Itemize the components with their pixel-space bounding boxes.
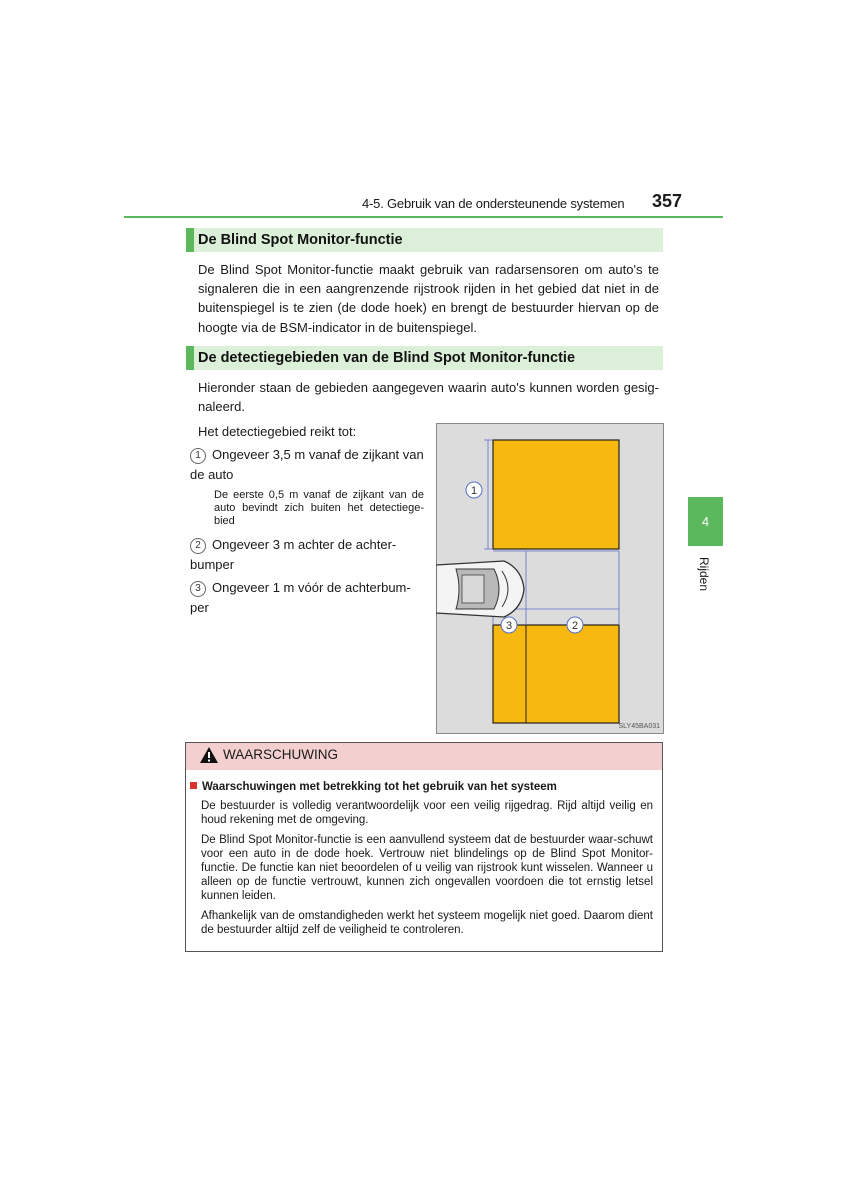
list-item <box>190 578 424 617</box>
item-text: Ongeveer 3 m achter de achter-bumper <box>190 537 397 572</box>
item-text: Ongeveer 3,5 m vanaf de zijkant van de auto <box>190 447 424 482</box>
warning-title: WAARSCHUWING <box>223 747 338 762</box>
list-item <box>190 535 424 574</box>
warning-triangle-icon <box>199 746 219 764</box>
callout-2 <box>567 617 583 633</box>
warning-paragraph: De bestuurder is volledig verantwoordelijk voor een veilig rijgedrag. Rijd altijd veilig en houd rekening met de omgeving. <box>201 800 653 826</box>
warning-heading <box>190 781 557 793</box>
item-number: 2 <box>190 538 206 554</box>
warning-paragraph: De Blind Spot Monitor-functie is een aanvullend systeem dat de bestuurder waar-schuwt voor een auto in de dode hoek. Vertrouw niet blindelings op de Blind Spot Monitor-functie. De functie kan niet beoordelen of u veilig van rijstrook kunt wisselen. Wanneer u alleen op de functie vertrouwt, kunnen zich ongevallen voordoen die tot ernstig letsel kunnen leiden. <box>201 834 653 902</box>
chapter-tab-label: Rijden <box>697 557 711 592</box>
warning-paragraph: Afhankelijk van de omstandigheden werkt het systeem mogelijk niet goed. Daarom dient de bestuurder altijd zelf de veiligheid te controleren. <box>201 910 653 936</box>
warning-heading-text: Waarschuwingen met betrekking tot het gebruik van het systeem <box>202 781 557 793</box>
item-text: Ongeveer 1 m vóór de achterbum-per <box>190 580 411 615</box>
section-intro: Hieronder staan de gebieden aangegeven waarin auto's kunnen worden gesig-naleerd. <box>198 380 659 415</box>
car-top-view <box>436 561 524 617</box>
detection-zone-rear <box>493 625 619 723</box>
detection-area-figure <box>436 423 664 734</box>
chapter-title: 4-5. Gebruik van de ondersteunende systemen <box>362 196 625 211</box>
page-number: 357 <box>652 191 683 211</box>
list-item <box>190 445 424 484</box>
detection-zone-side <box>493 440 619 549</box>
callout-label: 3 <box>505 620 513 632</box>
chapter-tab: 4 <box>688 497 723 546</box>
header-rule <box>124 216 723 218</box>
figure-code: SLY45BA031 <box>618 723 660 730</box>
item-number: 3 <box>190 581 206 597</box>
section-heading: De Blind Spot Monitor-functie <box>186 228 663 252</box>
section-heading: De detectiegebieden van de Blind Spot Monitor-functie <box>186 346 663 370</box>
callout-label: 2 <box>571 620 579 632</box>
callout-label: 1 <box>470 485 478 497</box>
callout-3 <box>501 617 517 633</box>
range-label: Het detectiegebied reikt tot: <box>198 424 357 439</box>
item-number: 1 <box>190 448 206 464</box>
section-body: De Blind Spot Monitor-functie maakt gebruik van radarsensoren om auto's te signaleren die in een aangrenzende rijstrook rijden in het gebied dat niet in de buitenspiegel is te zien (de dode hoek) en brengt de bestuurder hiervan op de hoogte via de BSM-indicator in de buitenspiegel. <box>198 262 659 335</box>
item-note: De eerste 0,5 m vanaf de zijkant van de auto bevindt zich buiten het detectiege-bied <box>214 489 424 527</box>
callout-1 <box>466 482 482 498</box>
